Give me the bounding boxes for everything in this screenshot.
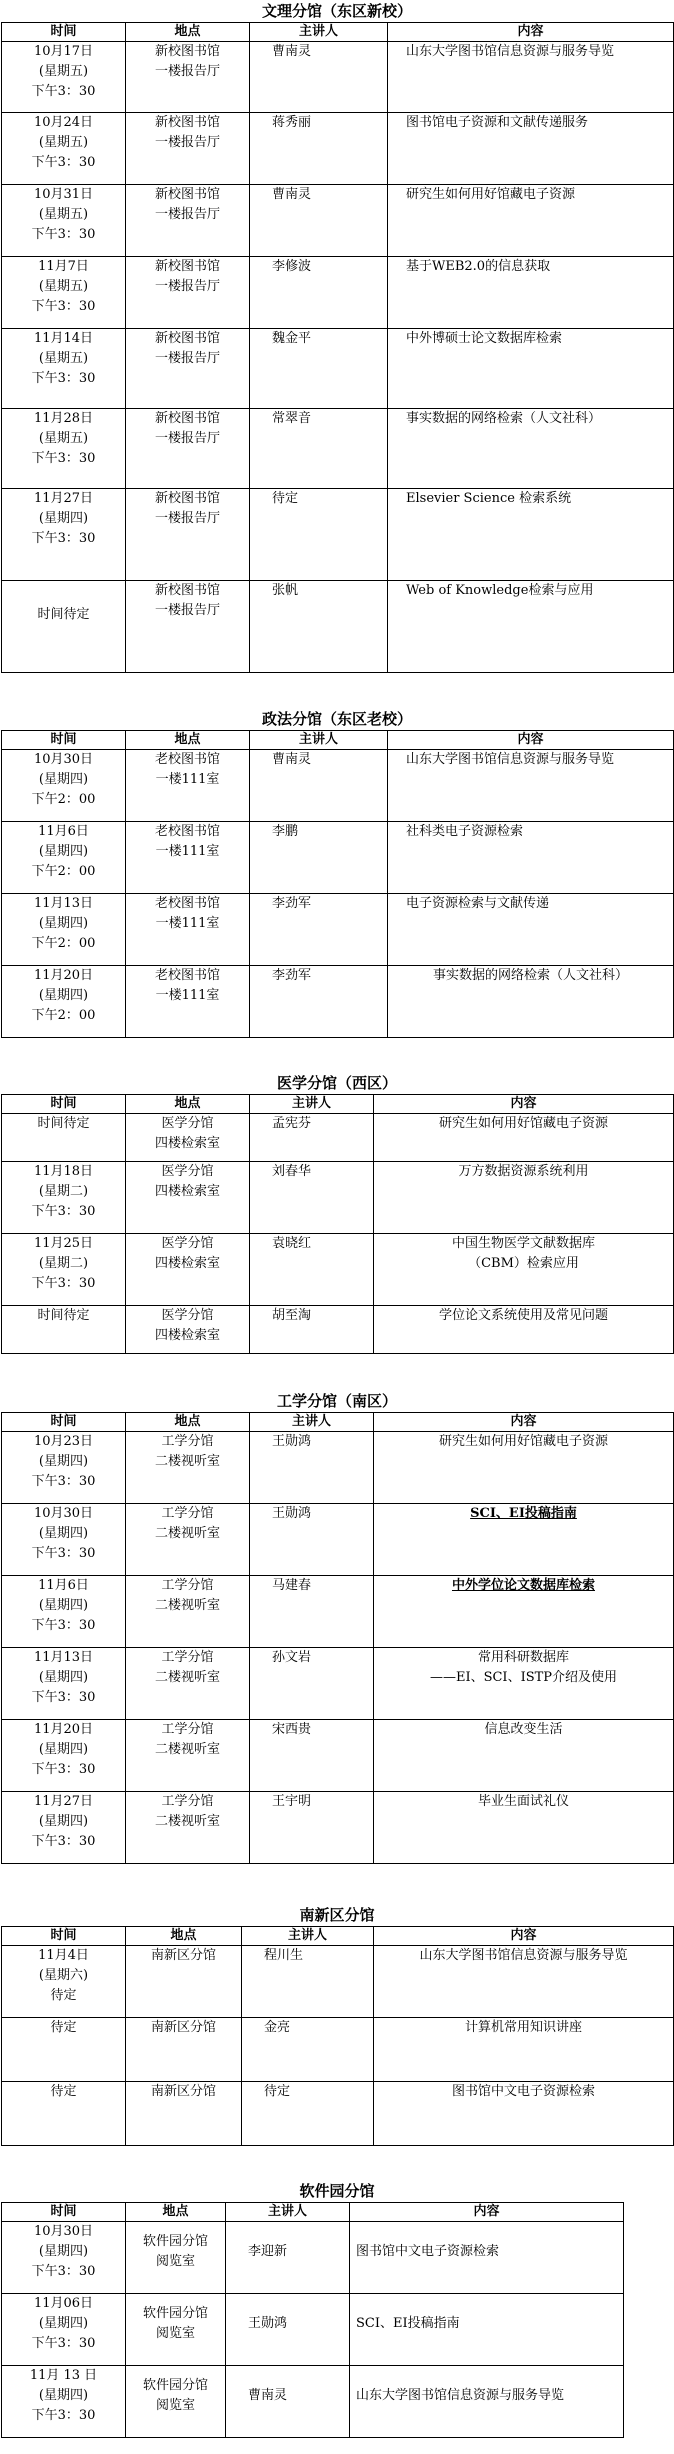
cell-time: 11月06日 (星期四) 下午3：30: [2, 2294, 126, 2366]
schedule-table: [1, 2202, 624, 2438]
cell-speaker: 曹南灵: [250, 42, 388, 113]
header-row: [2, 2203, 624, 2222]
cell-time: 11月13日 (星期四) 下午3：30: [2, 1648, 126, 1720]
cell-content: 信息改变生活: [374, 1720, 674, 1792]
cell-content: 山东大学图书馆信息资源与服务导览: [374, 1946, 674, 2018]
header-place: 地点: [126, 23, 250, 42]
header-place: 地点: [126, 1413, 250, 1432]
header-speaker: 主讲人: [250, 1095, 374, 1114]
cell-place: 医学分馆 四楼检索室: [126, 1114, 250, 1162]
cell-time: 时间待定: [2, 1306, 126, 1354]
cell-content: Elsevier Science 检索系统: [388, 489, 674, 581]
cell-speaker: 胡至淘: [250, 1306, 374, 1354]
table-row: [2, 822, 674, 894]
header-time: 时间: [2, 1413, 126, 1432]
cell-time: 待定: [2, 2018, 126, 2082]
cell-place: 新校图书馆 一楼报告厅: [126, 42, 250, 113]
table-row: [2, 1576, 674, 1648]
cell-content: 研究生如何用好馆藏电子资源: [374, 1114, 674, 1162]
table-row: [2, 409, 674, 489]
cell-speaker: 李劲军: [250, 894, 388, 966]
cell-content: 基于WEB2.0的信息获取: [388, 257, 674, 329]
cell-place: 工学分馆 二楼视听室: [126, 1576, 250, 1648]
cell-time: 10月30日 (星期四) 下午3：30: [2, 2222, 126, 2294]
cell-time: 11月25日 (星期二) 下午3：30: [2, 1234, 126, 1306]
header-content: 内容: [388, 23, 674, 42]
cell-speaker: 袁晓红: [250, 1234, 374, 1306]
cell-time: 11月4日 (星期六) 待定: [2, 1946, 126, 2018]
cell-place: 新校图书馆 一楼报告厅: [126, 409, 250, 489]
cell-place: 新校图书馆 一楼报告厅: [126, 113, 250, 185]
cell-place: 老校图书馆 一楼111室: [126, 822, 250, 894]
table-row: [2, 2018, 674, 2082]
header-time: 时间: [2, 23, 126, 42]
header-content: 内容: [374, 1927, 674, 1946]
header-speaker: 主讲人: [250, 1413, 374, 1432]
section-yixue: [0, 1072, 674, 1354]
cell-speaker: 曹南灵: [226, 2366, 350, 2438]
cell-content: SCI、EI投稿指南: [374, 1504, 674, 1576]
cell-content: 中国生物医学文献数据库 （CBM）检索应用: [374, 1234, 674, 1306]
cell-speaker: 金亮: [242, 2018, 374, 2082]
cell-time: 11月7日 (星期五) 下午3：30: [2, 257, 126, 329]
header-place: 地点: [126, 1927, 242, 1946]
section-ruanjianyuan: [0, 2180, 674, 2438]
schedule-table: [1, 1094, 674, 1354]
header-time: 时间: [2, 2203, 126, 2222]
cell-content: 万方数据资源系统利用: [374, 1162, 674, 1234]
section-title: 软件园分馆: [299, 2182, 375, 2200]
header-speaker: 主讲人: [250, 23, 388, 42]
table-row: [2, 1306, 674, 1354]
table-row: [2, 2222, 624, 2294]
cell-content: 计算机常用知识讲座: [374, 2018, 674, 2082]
section-nanxinqu: [0, 1904, 674, 2146]
header-speaker: 主讲人: [242, 1927, 374, 1946]
table-row: [2, 894, 674, 966]
cell-content: 图书馆中文电子资源检索: [374, 2082, 674, 2146]
cell-content: Web of Knowledge检索与应用: [388, 581, 674, 673]
cell-speaker: 曹南灵: [250, 185, 388, 257]
header-time: 时间: [2, 731, 126, 750]
cell-time: 10月30日 (星期四) 下午2：00: [2, 750, 126, 822]
header-row: [2, 23, 674, 42]
cell-content: 社科类电子资源检索: [388, 822, 674, 894]
cell-time: 11月27日 (星期四) 下午3：30: [2, 489, 126, 581]
header-speaker: 主讲人: [226, 2203, 350, 2222]
table-row: [2, 1946, 674, 2018]
cell-speaker: 张帆: [250, 581, 388, 673]
cell-place: 医学分馆 四楼检索室: [126, 1234, 250, 1306]
section-title: 医学分馆（西区）: [276, 1074, 397, 1092]
cell-speaker: 曹南灵: [250, 750, 388, 822]
cell-place: 医学分馆 四楼检索室: [126, 1162, 250, 1234]
cell-time: 11月 13 日 (星期四) 下午3：30: [2, 2366, 126, 2438]
cell-content: 山东大学图书馆信息资源与服务导览: [388, 42, 674, 113]
table-row: [2, 1162, 674, 1234]
cell-place: 软件园分馆 阅览室: [126, 2294, 226, 2366]
header-speaker: 主讲人: [250, 731, 388, 750]
cell-time: 10月31日 (星期五) 下午3：30: [2, 185, 126, 257]
cell-place: 新校图书馆 一楼报告厅: [126, 489, 250, 581]
section-title: 政法分馆（东区老校）: [261, 710, 412, 728]
cell-place: 南新区分馆: [126, 2082, 242, 2146]
cell-time: 11月6日 (星期四) 下午2：00: [2, 822, 126, 894]
cell-speaker: 马建春: [250, 1576, 374, 1648]
cell-place: 南新区分馆: [126, 1946, 242, 2018]
table-row: [2, 1648, 674, 1720]
cell-time: 10月30日 (星期四) 下午3：30: [2, 1504, 126, 1576]
table-row: [2, 1504, 674, 1576]
cell-time: 10月24日 (星期五) 下午3：30: [2, 113, 126, 185]
cell-place: 工学分馆 二楼视听室: [126, 1432, 250, 1504]
cell-content: 图书馆电子资源和文献传递服务: [388, 113, 674, 185]
cell-speaker: 王勋鸿: [226, 2294, 350, 2366]
table-row: [2, 581, 674, 673]
cell-speaker: 刘春华: [250, 1162, 374, 1234]
cell-speaker: 宋西贵: [250, 1720, 374, 1792]
header-row: [2, 1927, 674, 1946]
cell-place: 医学分馆 四楼检索室: [126, 1306, 250, 1354]
table-row: [2, 185, 674, 257]
cell-content: 中外学位论文数据库检索: [374, 1576, 674, 1648]
cell-time: 待定: [2, 2082, 126, 2146]
cell-content: SCI、EI投稿指南: [350, 2294, 624, 2366]
cell-content: 常用科研数据库 ——EI、SCI、ISTP介绍及使用: [374, 1648, 674, 1720]
cell-time: 11月20日 (星期四) 下午2：00: [2, 966, 126, 1038]
header-row: [2, 1095, 674, 1114]
table-row: [2, 1114, 674, 1162]
table-row: [2, 42, 674, 113]
cell-content: 毕业生面试礼仪: [374, 1792, 674, 1864]
cell-speaker: 待定: [250, 489, 388, 581]
cell-content: 事实数据的网络检索（人文社科）: [388, 966, 674, 1038]
table-row: [2, 1792, 674, 1864]
cell-content: 事实数据的网络检索（人文社科）: [388, 409, 674, 489]
section-title: 工学分馆（南区）: [276, 1392, 397, 1410]
cell-time: 10月17日 (星期五) 下午3：30: [2, 42, 126, 113]
cell-speaker: 程川生: [242, 1946, 374, 2018]
cell-time: 11月20日 (星期四) 下午3：30: [2, 1720, 126, 1792]
cell-speaker: 待定: [242, 2082, 374, 2146]
schedule-table: [1, 1926, 674, 2146]
cell-place: 工学分馆 二楼视听室: [126, 1648, 250, 1720]
cell-speaker: 李劲军: [250, 966, 388, 1038]
cell-place: 工学分馆 二楼视听室: [126, 1720, 250, 1792]
cell-speaker: 王勋鸿: [250, 1504, 374, 1576]
section-wenli: [0, 0, 674, 673]
cell-place: 新校图书馆 一楼报告厅: [126, 581, 250, 673]
cell-speaker: 孙文岩: [250, 1648, 374, 1720]
cell-time: 11月27日 (星期四) 下午3：30: [2, 1792, 126, 1864]
section-title: 南新区分馆: [299, 1906, 375, 1924]
table-row: [2, 113, 674, 185]
cell-place: 新校图书馆 一楼报告厅: [126, 185, 250, 257]
table-row: [2, 750, 674, 822]
cell-time: 时间待定: [2, 581, 126, 673]
cell-content: 电子资源检索与文献传递: [388, 894, 674, 966]
cell-time: 时间待定: [2, 1114, 126, 1162]
cell-place: 新校图书馆 一楼报告厅: [126, 257, 250, 329]
cell-place: 软件园分馆 阅览室: [126, 2222, 226, 2294]
header-content: 内容: [374, 1413, 674, 1432]
header-time: 时间: [2, 1927, 126, 1946]
cell-speaker: 李鹏: [250, 822, 388, 894]
schedule-table: [1, 22, 674, 673]
cell-speaker: 常翠音: [250, 409, 388, 489]
cell-place: 南新区分馆: [126, 2018, 242, 2082]
table-row: [2, 329, 674, 409]
cell-speaker: 李迎新: [226, 2222, 350, 2294]
cell-speaker: 魏金平: [250, 329, 388, 409]
cell-content: 图书馆中文电子资源检索: [350, 2222, 624, 2294]
cell-time: 11月6日 (星期四) 下午3：30: [2, 1576, 126, 1648]
cell-content: 研究生如何用好馆藏电子资源: [374, 1432, 674, 1504]
cell-content: 学位论文系统使用及常见问题: [374, 1306, 674, 1354]
cell-speaker: 王勋鸿: [250, 1432, 374, 1504]
table-row: [2, 257, 674, 329]
table-row: [2, 1720, 674, 1792]
header-content: 内容: [388, 731, 674, 750]
header-time: 时间: [2, 1095, 126, 1114]
table-row: [2, 2294, 624, 2366]
header-row: [2, 1413, 674, 1432]
cell-place: 新校图书馆 一楼报告厅: [126, 329, 250, 409]
cell-speaker: 王宇明: [250, 1792, 374, 1864]
section-gongxue: [0, 1390, 674, 1864]
cell-time: 10月23日 (星期四) 下午3：30: [2, 1432, 126, 1504]
cell-place: 工学分馆 二楼视听室: [126, 1792, 250, 1864]
cell-content: 中外博硕士论文数据库检索: [388, 329, 674, 409]
cell-time: 11月13日 (星期四) 下午2：00: [2, 894, 126, 966]
header-place: 地点: [126, 731, 250, 750]
cell-place: 工学分馆 二楼视听室: [126, 1504, 250, 1576]
header-content: 内容: [374, 1095, 674, 1114]
table-row: [2, 1234, 674, 1306]
cell-time: 11月14日 (星期五) 下午3：30: [2, 329, 126, 409]
cell-content: 山东大学图书馆信息资源与服务导览: [350, 2366, 624, 2438]
header-place: 地点: [126, 1095, 250, 1114]
table-row: [2, 2366, 624, 2438]
cell-speaker: 李修波: [250, 257, 388, 329]
cell-speaker: 孟宪芬: [250, 1114, 374, 1162]
schedule-table: [1, 730, 674, 1038]
section-title: 文理分馆（东区新校）: [261, 2, 412, 20]
cell-content: 山东大学图书馆信息资源与服务导览: [388, 750, 674, 822]
cell-time: 11月18日 (星期二) 下午3：30: [2, 1162, 126, 1234]
table-row: [2, 966, 674, 1038]
cell-time: 11月28日 (星期五) 下午3：30: [2, 409, 126, 489]
cell-speaker: 蒋秀丽: [250, 113, 388, 185]
cell-content: 研究生如何用好馆藏电子资源: [388, 185, 674, 257]
section-zhengfa: [0, 708, 674, 1038]
cell-place: 老校图书馆 一楼111室: [126, 966, 250, 1038]
table-row: [2, 489, 674, 581]
header-row: [2, 731, 674, 750]
schedule-table: [1, 1412, 674, 1864]
header-place: 地点: [126, 2203, 226, 2222]
cell-place: 老校图书馆 一楼111室: [126, 750, 250, 822]
table-row: [2, 2082, 674, 2146]
header-content: 内容: [350, 2203, 624, 2222]
cell-place: 老校图书馆 一楼111室: [126, 894, 250, 966]
cell-place: 软件园分馆 阅览室: [126, 2366, 226, 2438]
table-row: [2, 1432, 674, 1504]
